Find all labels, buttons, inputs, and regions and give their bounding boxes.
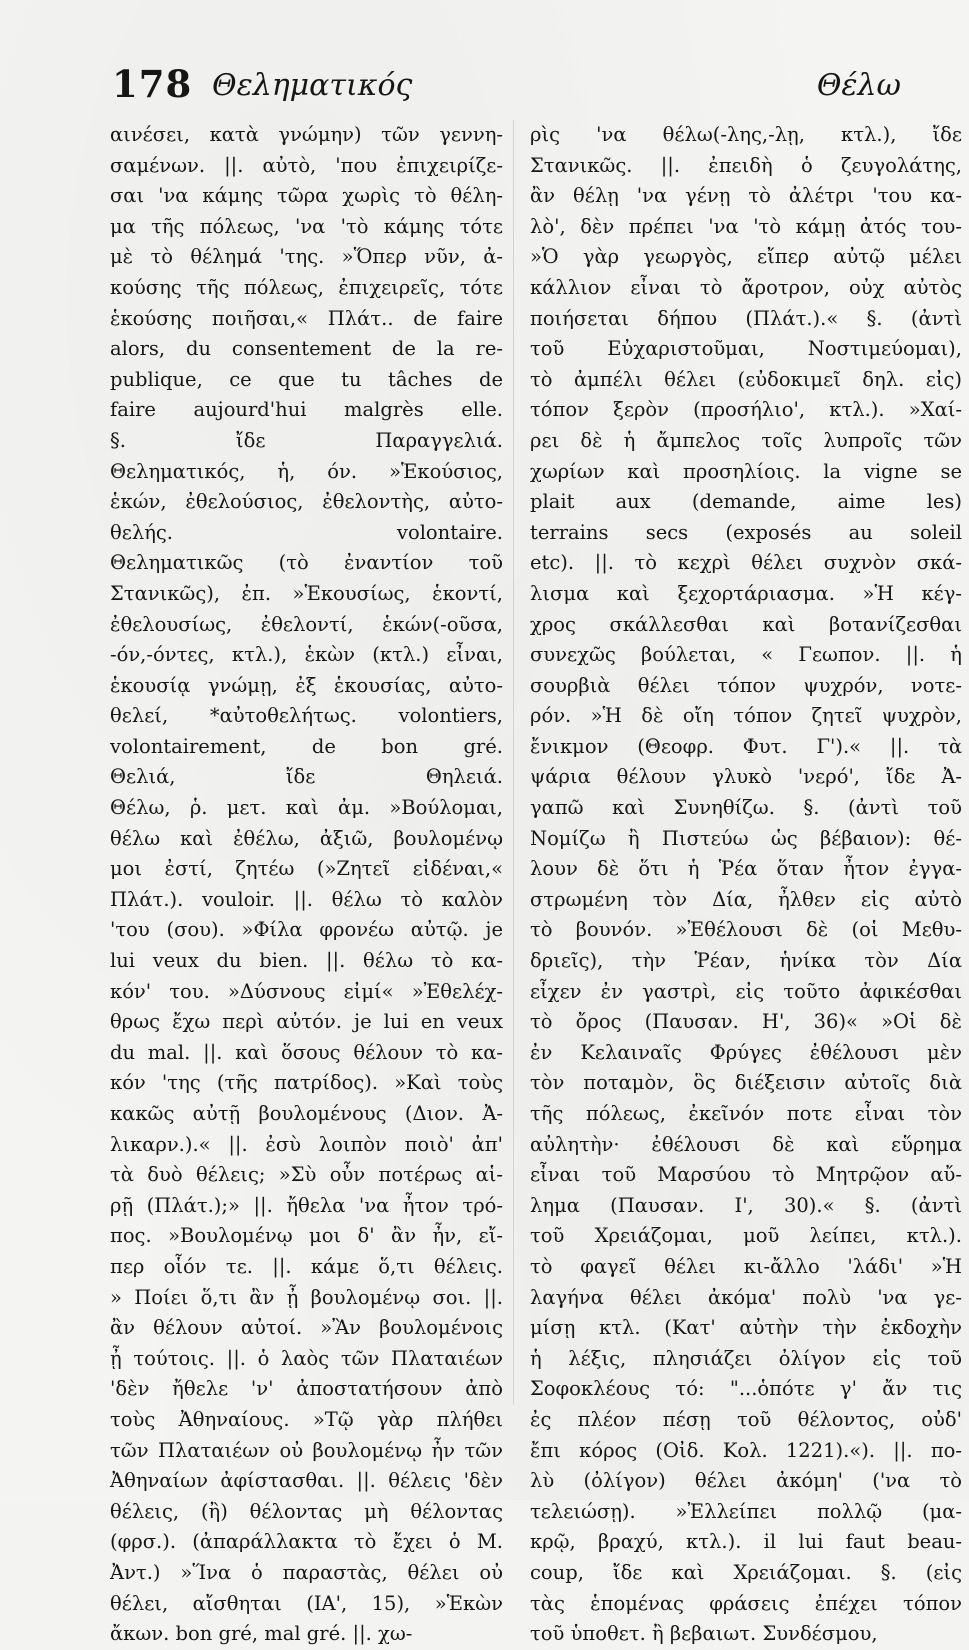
- text-line: ρῇ (Πλάτ.);» ||. ἤθελα 'να ἦτον τρό-: [110, 1193, 503, 1217]
- text-line: τὰς ἑπομένας φράσεις ἐπέχει τόπον: [530, 1591, 962, 1615]
- text-line: μὲ τὸ θέλημά 'της. »Ὅπερ νῦν, ἀ-: [110, 245, 503, 269]
- text-line: κάλλιον εἶναι τὸ ἄροτρον, οὐχ αὐτὸς: [530, 275, 962, 299]
- text-line: ρὶς 'να θέλω(-λης,-λῃ, κτλ.), ἴδε: [530, 123, 962, 146]
- text-line: σαμένων. ||. αὐτὸ, 'που ἐπιχειρίζε-: [110, 153, 503, 177]
- text-line: κακῶς αὐτῇ βουλομένους (Διον. Ἀ-: [110, 1102, 503, 1125]
- text-line: αὐλητὴν· ἐθέλουσι δὲ καὶ εὕρημα: [530, 1132, 962, 1156]
- text-line: τοῦ Εὐχαριστοῦμαι, Νοστιμεύομαι),: [530, 337, 962, 361]
- text-line: τοῦ Χρειάζομαι, μοῦ λείπει, κτλ.).: [530, 1224, 962, 1248]
- text-line: αινέσει, κατὰ γνώμην) τῶν γεννη-: [110, 123, 503, 146]
- left-column: [110, 120, 503, 1646]
- text-line: alors, du consentement de la re-: [110, 337, 503, 361]
- text-line: τὸ βουνόν. »Ἐθέλουσι δὲ (οἱ Μεθυ-: [530, 918, 962, 942]
- text-line: πος. »Βουλομένῳ μοι δ' ἂν ἦν, εἴ-: [110, 1224, 503, 1248]
- text-line: plait aux (demande, aime les): [530, 490, 962, 514]
- text-line: du mal. ||. καὶ ὅσους θέλουν τὸ κα-: [110, 1040, 503, 1064]
- text-line: σαι 'να κάμης τῶρα χωρὶς τὸ θέλη-: [110, 184, 503, 208]
- text-line: θέλεις, (ἢ) θέλοντας μὴ θέλοντας: [110, 1499, 503, 1523]
- text-line: -όν,-όντες, κτλ.), ἑκὼν (κτλ.) εἶναι,: [110, 643, 503, 667]
- text-line: θελής. volontaire.: [110, 520, 503, 544]
- text-line: θελεί, *αὐτοθελήτως. volontiers,: [110, 704, 503, 728]
- text-line: §. ἴδε Παραγγελιά.: [110, 428, 503, 452]
- text-line: 'του (σου). »Φίλα φρονέω αὐτῷ. je: [110, 918, 503, 942]
- text-line: μίσῃ κτλ. (Κατ' αὐτὴν τὴν ἐκδοχὴν: [530, 1316, 962, 1340]
- text-line: τελειώσῃ). »Ἐλλείπει πολλῷ (μα-: [530, 1499, 962, 1523]
- text-line: Ἀθηναίων ἀφίστασθαι. ||. θέλεις 'δὲν: [110, 1469, 503, 1493]
- text-line: τὸ ὄρος (Παυσαν. Η', 36)« »Οἱ δὲ: [530, 1010, 962, 1034]
- text-line: ρόν. »Ἡ δὲ οἴη τόπον ζητεῖ ψυχρὸν,: [530, 704, 962, 728]
- text-line: τὸ φαγεῖ θέλει κι-ἄλλο 'λάδι' »Ἡ: [530, 1254, 962, 1278]
- text-line: λουν δὲ ὅτι ἡ Ῥέα ὅταν ἦτον ἐγγα-: [530, 857, 962, 881]
- text-line: Θεληματικός, ἡ, όν. »Ἑκούσιος,: [110, 459, 503, 483]
- text-line: ποιήσεται δήπου (Πλάτ.).« §. (ἀντὶ: [530, 306, 962, 330]
- text-line: δριεῖς), τὴν Ῥέαν, ἡνίκα τὸν Δία: [530, 949, 962, 973]
- text-line: σουρβιὰ θέλει τόπον ψυχρόν, νοτε-: [530, 673, 962, 697]
- text-line: ἄκων. bon gré, mal gré. ||. χω-: [110, 1622, 413, 1646]
- text-line: volontairement, de bon gré.: [110, 734, 503, 758]
- text-line: ἑκών, ἐθελούσιος, ἐθελοντὴς, αὐτο-: [110, 490, 503, 514]
- page-header: [112, 60, 909, 110]
- text-line: λισμα καὶ ξεχορτάριασμα. »Ἡ κέγ-: [530, 581, 962, 605]
- text-line: ἑκούσης ποιῆσαι,« Πλάτ.. de faire: [110, 306, 503, 330]
- text-line: 'δὲν ἤθελε 'ν' ἀποστατήσουν ἀπὸ: [110, 1377, 503, 1401]
- text-line: εἶχεν ἐν γαστρὶ, εἰς τοῦτο ἀφικέσθαι: [530, 979, 962, 1003]
- text-line: Πλάτ.). vouloir. ||. θέλω τὸ καλὸν: [110, 887, 503, 911]
- text-line: λὺ (ὀλίγον) θέλει ἀκόμη' ('να τὸ: [530, 1469, 962, 1493]
- text-line: ἐς πλέον πέσῃ τοῦ θέλοντος, οὐδ': [530, 1407, 962, 1431]
- text-line: Θελιά, ἴδε Θηλειά.: [110, 765, 503, 789]
- text-line: Θεληματικῶς (τὸ ἐναντίον τοῦ: [110, 551, 503, 575]
- running-head-right: Θέλω: [816, 68, 901, 103]
- text-line: ἔπι κόρος (Οἰδ. Κολ. 1221).«). ||. πο-: [530, 1438, 962, 1462]
- text-line: Θέλω, ῥ. μετ. καὶ ἀμ. »Βούλομαι,: [110, 796, 503, 820]
- right-column: [530, 120, 962, 1646]
- text-line: τόπον ξερὸν (προσήλιο', κτλ.). »Χαί-: [530, 398, 962, 422]
- text-line: τῆς πόλεως, ἐκεῖνόν ποτε εἶναι τὸν: [530, 1102, 962, 1125]
- page-number: 178: [112, 62, 193, 106]
- text-line: faire aujourd'hui malgrès elle.: [110, 398, 503, 422]
- text-line: ᾖ τούτοις. ||. ὁ λαὸς τῶν Πλαταιέων: [110, 1346, 503, 1370]
- text-line: κρῷ, βραχύ, κτλ.). il lui faut beau-: [530, 1530, 962, 1554]
- text-line: λημα (Παυσαν. Ι', 30).« §. (ἀντὶ: [530, 1193, 962, 1217]
- text-line: περ οἷόν τε. ||. κάμε ὅ,τι θέλεις.: [110, 1254, 503, 1278]
- text-line: ρει δὲ ἡ ἄμπελος τοῖς λυπροῖς τῶν: [530, 428, 962, 452]
- text-line: λὸ', δὲν πρέπει 'να 'τὸ κάμῃ ἀτός του-: [530, 214, 962, 238]
- text-line: χρος σκάλλεσθαι καὶ βοτανίζεσθαι: [530, 612, 962, 636]
- text-line: χωρίων καὶ προσηλίοις. la vigne se: [530, 459, 962, 483]
- text-line: terrains secs (exposés au soleil: [530, 520, 962, 544]
- text-line: Σοφοκλέους τό: "...ὁπότε γ' ἄν τις: [530, 1377, 962, 1401]
- text-line: Ἀντ.) »Ἵνα ὁ παραστὰς, θέλει οὐ: [110, 1560, 503, 1584]
- text-line: τὸν ποταμὸν, ὃς διέξεισιν αὐτοῖς διὰ: [530, 1071, 962, 1095]
- text-line: etc). ||. τὸ κεχρὶ θέλει συχνὸν σκά-: [530, 551, 962, 575]
- text-line: θρως ἔχω περὶ αὐτόν. je lui en veux: [110, 1010, 503, 1034]
- text-line: κούσης τῆς πόλεως, ἐπιχειρεῖς, τότε: [110, 275, 503, 299]
- text-line: Στανικῶς. ||. ἐπειδὴ ὁ ζευγολάτης,: [530, 153, 962, 177]
- text-line: μα τῆς πόλεως, 'να 'τὸ κάμης τότε: [110, 214, 503, 238]
- text-line: τοὺς Ἀθηναίους. »Τῷ γὰρ πλήθει: [110, 1407, 503, 1431]
- text-line: ἂν θέλῃ 'να γένῃ τὸ ἀλέτρι 'του κα-: [530, 184, 962, 208]
- column-divider: [513, 120, 514, 1405]
- text-line: συνεχῶς βούλεται, « Γεωπον. ||. ἡ: [530, 643, 962, 667]
- text-line: Νομίζω ἢ Πιστεύω ὡς βέβαιον): θέ-: [530, 826, 962, 850]
- text-line: ἐθελουσίως, ἐθελοντί, ἑκών(-οῦσα,: [110, 612, 503, 636]
- text-line: »Ὁ γὰρ γεωργὸς, εἴπερ αὐτῷ μέλει: [530, 245, 962, 269]
- text-line: τὰ δυὸ θέλεις; »Σὺ οὖν ποτέρως αἱ-: [110, 1163, 503, 1187]
- text-line: τῶν Πλαταιέων οὐ βουλομένῳ ἦν τῶν: [110, 1438, 503, 1462]
- text-line: γαπῶ καὶ Συνηθίζω. §. (ἀντὶ τοῦ: [530, 796, 962, 820]
- text-line: ψάρια θέλουν γλυκὸ 'νερό', ἴδε Ἀ-: [530, 765, 962, 789]
- text-line: τοῦ ὑποθετ. ἢ βεβαιωτ. Συνδέσμου,: [530, 1622, 878, 1646]
- text-line: publique, ce que tu tâches de: [110, 367, 503, 391]
- text-line: τὸ ἀμπέλι θέλει (εὐδοκιμεῖ δηλ. εἰς): [530, 367, 962, 391]
- text-line: στρωμένη τὸν Δία, ἦλθεν εἰς αὐτὸ: [530, 887, 962, 911]
- text-line: εἶναι τοῦ Μαρσύου τὸ Μητρῷον αὔ-: [530, 1163, 962, 1187]
- text-line: λαγήνα θέλει ἀκόμα' πολὺ 'να γε-: [530, 1285, 962, 1309]
- text-line: lui veux du bien. ||. θέλω τὸ κα-: [110, 949, 503, 973]
- text-line: ἔνικμον (Θεοφρ. Φυτ. Γ').« ||. τὰ: [530, 734, 962, 758]
- running-head-left: Θεληματικός: [212, 68, 413, 103]
- text-line: ἡ λέξις, πλησιάζει ὀλίγον εἰς τοῦ: [530, 1346, 962, 1370]
- text-line: λικαρν.).« ||. ἐσὺ λοιπὸν ποιὸ' ἀπ': [110, 1132, 503, 1156]
- text-line: ἐν Κελαιναῖς Φρύγες ἐθέλουσι μὲν: [530, 1040, 962, 1064]
- text-line: Στανικῶς), ἐπ. »Ἑκουσίως, ἑκοντί,: [110, 581, 503, 605]
- text-line: θέλω καὶ ἐθέλω, ἀξιῶ, βουλομένῳ: [110, 826, 503, 850]
- text-line: (φρσ.). (ἀπαράλλακτα τὸ ἔχει ὁ Μ.: [110, 1530, 503, 1554]
- text-line: μοι ἐστί, ζητέω (»Ζητεῖ εἰδέναι,«: [110, 857, 503, 881]
- text-line: κόν 'της (τῆς πατρίδος). »Καὶ τοὺς: [110, 1071, 503, 1095]
- text-line: ἂν θέλουν αὐτοί. »Ἂν βουλομένοις: [110, 1316, 503, 1340]
- text-line: » Ποίει ὅ,τι ἂν ᾖ βουλομένῳ σοι. ||.: [110, 1285, 503, 1309]
- text-line: coup, ἴδε καὶ Χρειάζομαι. §. (εἰς: [530, 1560, 962, 1584]
- text-line: ἑκουσίᾳ γνώμῃ, ἐξ ἑκουσίας, αὐτο-: [110, 673, 503, 697]
- text-line: κόν' του. »Δύσνους εἰμί« »Ἐθελέχ-: [110, 979, 503, 1003]
- text-line: θέλει, αἴσθηται (ΙΑ', 15), »Ἑκὼν: [110, 1591, 503, 1615]
